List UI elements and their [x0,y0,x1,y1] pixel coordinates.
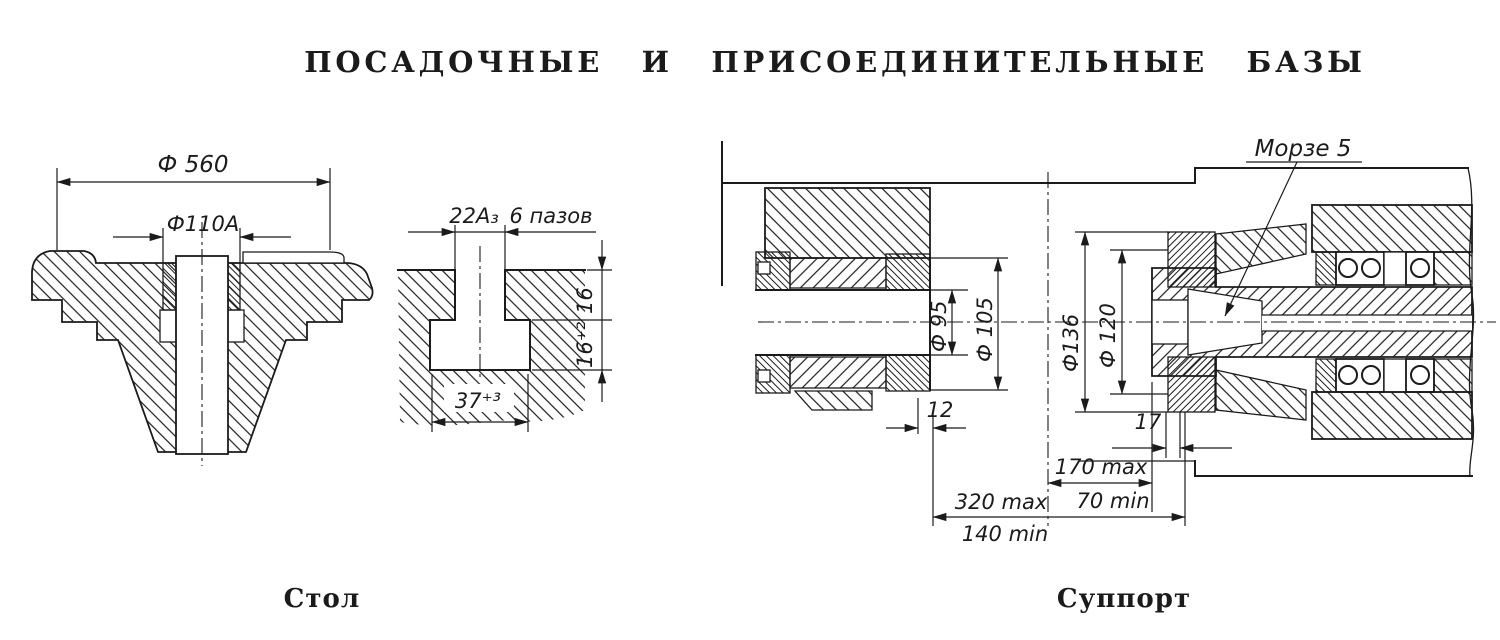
ball-bearing [1336,252,1384,285]
ball-bearing [1336,359,1384,392]
bearing-row-lower [1316,359,1472,392]
dim-slot-bottom-width: 37⁺³ [454,389,502,413]
support-view [722,136,1496,614]
dim-table-bore-diameter: Ф110А [166,212,240,236]
dim-travel-upper-max: 170 max [1054,455,1148,479]
bushing-wall-left [163,263,176,310]
sleeve-wall-lower [790,357,886,388]
table-top-plate [243,252,344,263]
table-body [32,222,373,466]
housing-bottom-band [1195,461,1472,476]
dim-travel-upper-min: 70 min [1076,489,1150,513]
dim-morse-taper: Морзе 5 [1254,136,1352,162]
seal-groove-upper [758,262,770,274]
dim-sleeve-bore: Ф 95 [927,300,951,352]
table-view [32,152,373,614]
saddle-sleeve [722,142,1195,410]
spindle-bore [1262,315,1472,331]
dim-table-outer-diameter: Ф 560 [157,152,229,178]
saddle-body [765,188,930,258]
table-caption: Стол [283,584,361,614]
dim-quill-inner: Ф 120 [1096,303,1120,368]
housing-top-band [1195,168,1468,183]
seal-groove-lower [758,370,770,382]
seal-upper-right [886,254,930,290]
dim-nose-offset: 17 [1134,410,1162,434]
dim-slot-count: 6 пазов [509,204,593,228]
seal-lower-right [886,355,930,391]
drawing-title: ПОСАДОЧНЫЕ И ПРИСОЕДИНИТЕЛЬНЫЕ БАЗЫ [304,45,1366,79]
support-caption: Суппорт [1056,584,1192,614]
bushing-wall-right [228,263,240,310]
dim-slot-width: 22А₃ [449,204,499,228]
sleeve-wall-upper [790,258,886,288]
dim-travel-lower-max: 320 max [954,490,1048,514]
table-dimensions [57,152,330,263]
dim-quill-outer: Ф136 [1059,313,1083,372]
t-slot-view [398,204,612,432]
dim-collar-width: 12 [926,398,954,422]
dim-travel-lower-min: 140 min [961,522,1049,546]
housing-upper [1312,205,1472,252]
nut-lower [1168,357,1215,412]
dim-slot-depth-upper: 16 [573,287,597,314]
housing-lower [1312,392,1472,439]
bearing-row-upper [1316,252,1472,285]
dim-sleeve-outer: Ф 105 [973,297,997,362]
taper-bearing-lower [1216,370,1306,420]
taper-bearing-upper [1216,224,1306,274]
dim-slot-depth-total: 16⁺² [573,321,597,368]
sleeve-lower-lip [795,391,872,410]
